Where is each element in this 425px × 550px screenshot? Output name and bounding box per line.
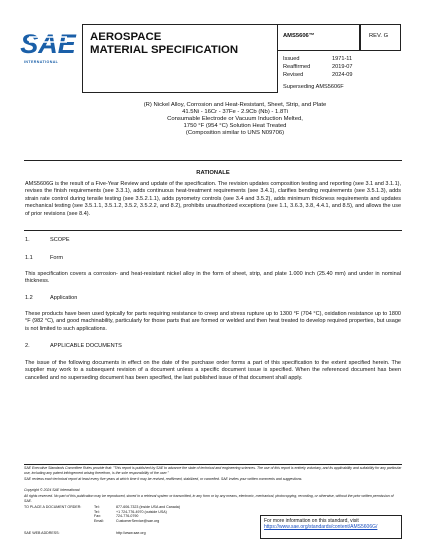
sae-logo-subtext: INTERNATIONAL bbox=[24, 60, 59, 64]
superseding: Superseding AMS5606F bbox=[283, 84, 344, 90]
section-2-heading bbox=[25, 343, 122, 349]
footer-note-2: SAE reviews each technical report at least every five years at which time it may be revised, reaffirmed, stabilized, or cancelled. SAE invites your written comments and suggestions. bbox=[24, 477, 303, 481]
title-line-1: AEROSPACE bbox=[90, 31, 162, 43]
info-text: For more information on this standard, visit bbox=[264, 518, 359, 524]
issued-label: Issued bbox=[283, 56, 300, 62]
divider-rationale bbox=[24, 230, 402, 231]
section-2-number: 2. bbox=[25, 343, 30, 349]
reaffirmed-label: Reaffirmed bbox=[283, 64, 311, 70]
subtitle-line-5: (Composition similar to UNS N09706) bbox=[185, 130, 285, 136]
section-1-title: SCOPE bbox=[50, 237, 70, 243]
section-1-number: 1. bbox=[25, 237, 30, 243]
title-line-2: MATERIAL SPECIFICATION bbox=[90, 43, 239, 56]
sae-logo-letters: SAE bbox=[20, 29, 76, 59]
section-1-1-number: 1.1 bbox=[25, 255, 33, 261]
revised-value: 2024-09 bbox=[332, 72, 353, 78]
email-value[interactable] bbox=[116, 519, 180, 524]
section-1-2-title: Application bbox=[50, 295, 78, 301]
subtitle-line-1: (R) Nickel Alloy, Corrosion and Heat-Resistant, Sheet, Strip, and Plate bbox=[143, 102, 327, 108]
tel2-label: Tel: bbox=[94, 509, 100, 514]
material-description bbox=[130, 102, 340, 137]
fax-label: Fax: bbox=[94, 514, 101, 519]
tel2-value: +1 724-776-4970 (outside USA) bbox=[116, 509, 167, 514]
revision: REV. G bbox=[369, 33, 389, 39]
order-label: TO PLACE A DOCUMENT ORDER: bbox=[24, 505, 82, 509]
section-2-text: The issue of the following documents in effect on the date of the purchase order forms a part of this specification to the extent specified herein. The supplier may work to a subsequent revision of a document unless a specific document issue is specified. When the referenced document has been cancelled and no superseding document has been specified, the last published issue of that document shall apply. bbox=[25, 360, 401, 381]
section-1-heading bbox=[25, 237, 70, 243]
tel-value: 877-606-7323 (inside USA and Canada) bbox=[116, 505, 180, 509]
reaffirmed-value: 2019-07 bbox=[332, 64, 353, 70]
subtitle-line-2: 41.5Ni - 16Cr - 37Fe - 2.9Cb (Nb) - 1.8Ti bbox=[182, 109, 288, 115]
contact-values bbox=[116, 505, 180, 524]
subtitle-line-3: Consumable Electrode or Vacuum Induction Melted, bbox=[167, 116, 303, 122]
web-label: SAE WEB ADDRESS: bbox=[24, 531, 60, 535]
section-1-1-title: Form bbox=[50, 255, 64, 261]
rationale-title: RATIONALE bbox=[196, 170, 230, 176]
email-link[interactable]: CustomerService@sae.org bbox=[116, 519, 160, 524]
section-1-1-heading bbox=[25, 255, 63, 261]
info-link[interactable]: https://www.sae.org/standards/content/AMS5606G/ bbox=[264, 524, 378, 531]
revised-label: Revised bbox=[283, 72, 304, 78]
rationale-text: AMS5606G is the result of a Five-Year Review and update of the specification. The revision updates composition testing and reporting (see 3.1 and 3.1.1), revises the finish requirements (see 3.3.1), adds continuous heat-treatment requirements (see 3.4.1), clarifies bending requirements (see 3.5.1.3), adds strain rate control during tensile testing (see 3.5.2.1.1), adds pyrometry controls (see 3.4 and 3.5.2), adds minimum thickness requirements and updates mechanical testing (see 3.5.1.1, 3.5.1.2, 3.5.2, 3.5.2.2, and 8.2), prohibits unauthorized exceptions (see 1.1, 3.6.3, 3.8, 4.4.1, and 8.5), and allows the use of prior revisions (see 8.4). bbox=[25, 181, 401, 217]
divider-top bbox=[24, 160, 402, 161]
subtitle-line-4: 1750 °F (954 °C) Solution Heat Treated bbox=[183, 123, 287, 129]
contact-labels bbox=[94, 505, 104, 524]
section-1-1-text: This specification covers a corrosion- and heat-resistant nickel alloy in the form of sheet, strip, and plate 1.000 inch (25.40 mm) and under in nominal thickness. bbox=[25, 271, 401, 285]
issued-value: 1971-11 bbox=[332, 56, 353, 62]
web-link[interactable]: http://www.sae.org bbox=[116, 531, 146, 535]
section-1-2-number: 1.2 bbox=[25, 295, 33, 301]
section-2-title: APPLICABLE DOCUMENTS bbox=[50, 343, 122, 349]
section-1-2-heading bbox=[25, 295, 77, 301]
footer-rights: All rights reserved. No part of this publication may be reproduced, stored in a retrieval system or transmitted, in any form or by any means, electronic, mechanical, photocopying, recording, or otherwise, without the prior written permission of SAE. bbox=[24, 494, 394, 503]
fax-value: 724-776-0790 bbox=[116, 514, 139, 519]
document-title bbox=[90, 31, 238, 56]
info-box-content bbox=[264, 518, 377, 531]
divider-footer bbox=[24, 464, 402, 465]
tel-label: Tel: bbox=[94, 505, 100, 509]
section-1-2-text: These products have been used typically for parts requiring resistance to creep and stress rupture up to 1300 °F (704 °C), oxidation resistance up to 1800 °F (982 °C), and good machinability, particularly for those parts that are formed or welded and then heat treated to develop required properties, but usage is not limited to such applications. bbox=[25, 311, 401, 332]
email-label: Email: bbox=[94, 519, 104, 524]
footer-note-1: SAE Executive Standards Committee Rules provide that: "This report is published by SAE to advance the state of technical and engineering sciences. The use of this report is entirely voluntary, and its applicability and suitability for any particular use, including any patent infringement arising therefrom, is the sole responsibility of the user." bbox=[24, 466, 402, 475]
footer-copyright: Copyright © 2024 SAE International bbox=[24, 488, 80, 492]
doc-number: AMS5606™ bbox=[283, 33, 315, 39]
